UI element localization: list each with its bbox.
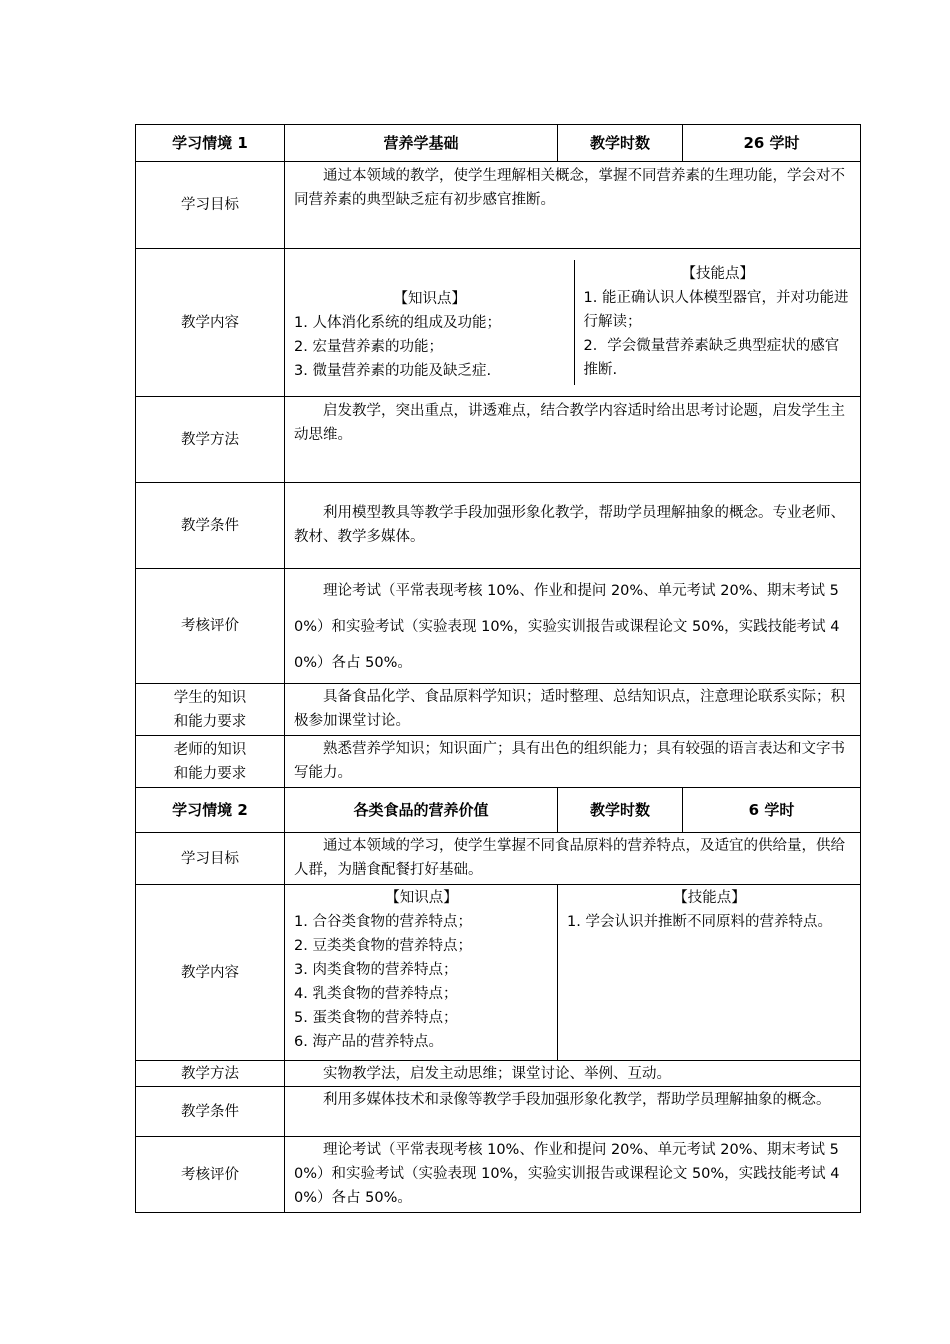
s2-condition-text: 利用多媒体技术和录像等教学手段加强形象化教学，帮助学员理解抽象的概念。 <box>323 1092 831 1108</box>
s2-goal-label: 学习目标 <box>136 833 285 885</box>
s2-knowledge-list <box>285 885 557 1056</box>
s1-student-req-row <box>136 684 861 736</box>
s1-method-row <box>136 397 861 483</box>
s2-hours-label: 教学时数 <box>558 788 683 833</box>
list-item: 2. 豆类类食物的营养特点； <box>294 938 472 954</box>
list-item: 1. 人体消化系统的组成及功能； <box>294 315 501 331</box>
s1-teacher-req-row <box>136 736 861 788</box>
s2-knowledge-title: 【知识点】 <box>385 890 458 906</box>
s2-goal-row <box>136 833 861 885</box>
s1-condition-label: 教学条件 <box>136 483 285 569</box>
s1-hours-label: 教学时数 <box>558 125 683 162</box>
s2-assessment-text: 理论考试（平常表现考核 10%、作业和提问 20%、单元考试 20%、期末考试 50%）和实验考试（实验表现 10%，实验实训报告或课程论文 50%，实践技能考试 40%）各占 50%。 <box>294 1142 840 1206</box>
s2-title: 各类食品的营养价值 <box>285 788 558 833</box>
list-item: 5. 蛋类食物的营养特点； <box>294 1010 458 1026</box>
s1-skill-title: 【技能点】 <box>681 266 754 282</box>
list-item: 1. 合谷类食物的营养特点； <box>294 914 472 930</box>
s1-student-req-text: 具备食品化学、食品原料学知识；适时整理、总结知识点，注意理论联系实际；积极参加课堂讨论。 <box>294 689 845 729</box>
s1-hours: 26 学时 <box>683 125 861 162</box>
s2-label: 学习情境 2 <box>136 788 285 833</box>
s1-skill-list <box>575 260 861 384</box>
s2-method-text: 实物教学法，启发主动思维；课堂讨论、举例、互动。 <box>323 1065 671 1082</box>
s2-content-row <box>136 885 861 1061</box>
list-item: 3. 肉类食物的营养特点； <box>294 962 458 978</box>
list-item: 1. 能正确认识人体模型器官，并对功能进行解读； <box>583 290 849 330</box>
s1-knowledge-list <box>285 260 574 385</box>
s2-header-row <box>136 788 861 833</box>
list-item: 2．学会微量营养素缺乏典型症状的感官推断. <box>583 338 840 378</box>
s1-assessment-text: 理论考试（平常表现考核 10%、作业和提问 20%、单元考试 20%、期末考试 50%）和实验考试（实验表现 10%，实验实训报告或课程论文 50%，实践技能考试 40%）各占 50%。 <box>294 583 840 671</box>
s2-hours: 6 学时 <box>683 788 861 833</box>
s1-title: 营养学基础 <box>285 125 558 162</box>
s2-condition-label: 教学条件 <box>136 1087 285 1137</box>
syllabus-document <box>135 124 860 1213</box>
s1-header-row <box>136 125 861 162</box>
s1-method-text: 启发教学，突出重点，讲透难点，结合教学内容适时给出思考讨论题，启发学生主动思维。 <box>294 403 845 443</box>
s2-goal-text: 通过本领域的学习，使学生掌握不同食品原料的营养特点，及适宜的供给量，供给人群，为膳食配餐打好基础。 <box>294 838 845 878</box>
s2-method-label: 教学方法 <box>136 1061 285 1087</box>
s2-method-row <box>136 1061 861 1087</box>
s2-condition-row <box>136 1087 861 1137</box>
list-item: 1. 学会认识并推断不同原料的营养特点。 <box>567 914 832 930</box>
list-item: 4. 乳类食物的营养特点； <box>294 986 458 1002</box>
s2-content-label: 教学内容 <box>136 885 285 1061</box>
s1-content-label: 教学内容 <box>136 249 285 397</box>
s2-assessment-row <box>136 1137 861 1213</box>
s2-assessment-label: 考核评价 <box>136 1137 285 1213</box>
s1-goal-label: 学习目标 <box>136 162 285 249</box>
syllabus-table <box>135 124 861 1213</box>
s1-condition-row <box>136 483 861 569</box>
s1-knowledge-title: 【知识点】 <box>393 291 466 307</box>
s2-skill-title: 【技能点】 <box>673 890 746 906</box>
s1-teacher-req-text: 熟悉营养学知识；知识面广；具有出色的组织能力；具有较强的语言表达和文字书写能力。 <box>294 741 845 781</box>
s1-student-req-label-1: 学生的知识 <box>173 689 247 706</box>
s1-teacher-req-label-2: 和能力要求 <box>173 765 247 782</box>
s2-skill-list <box>558 885 860 936</box>
s1-label: 学习情境 1 <box>136 125 285 162</box>
s1-content-row <box>136 249 861 397</box>
s1-method-label: 教学方法 <box>136 397 285 483</box>
s1-condition-text: 利用模型教具等教学手段加强形象化教学，帮助学员理解抽象的概念。专业老师、 教材、教学多媒体。 <box>294 505 845 545</box>
s1-goal-row <box>136 162 861 249</box>
list-item: 3. 微量营养素的功能及缺乏症. <box>294 363 492 379</box>
s1-assessment-row <box>136 569 861 684</box>
s1-assessment-label: 考核评价 <box>136 569 285 684</box>
s1-teacher-req-label-1: 老师的知识 <box>173 741 247 758</box>
s1-goal-text: 通过本领域的教学，使学生理解相关概念，掌握不同营养素的生理功能，学会对不同营养素的典型缺乏症有初步感官推断。 <box>294 168 845 208</box>
s1-student-req-label-2: 和能力要求 <box>173 713 247 730</box>
list-item: 2. 宏量营养素的功能； <box>294 339 443 355</box>
list-item: 6. 海产品的营养特点。 <box>294 1034 443 1050</box>
